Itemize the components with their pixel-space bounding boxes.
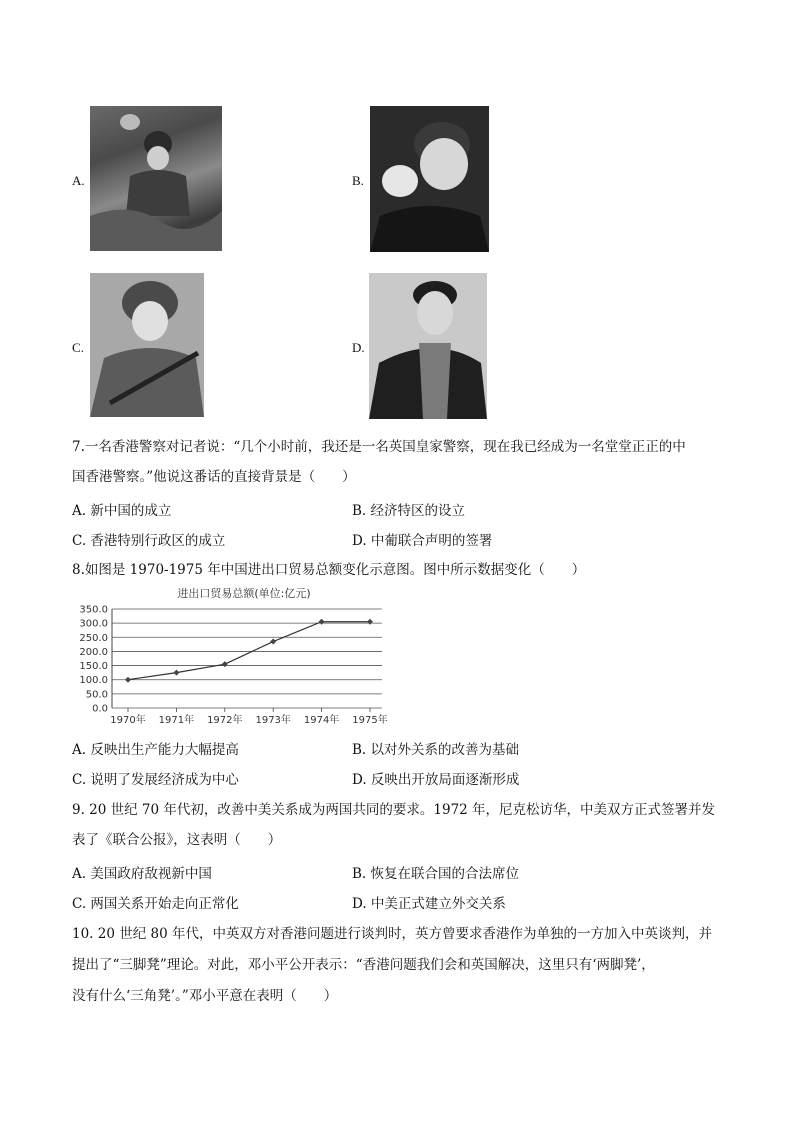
option-b-photo [370, 106, 489, 252]
x-tick-label: 1970年 [110, 715, 146, 726]
option-d-label: D. [352, 340, 365, 355]
data-point [319, 619, 325, 625]
chart-title: 进出口贸易总额(单位:亿元) [177, 587, 311, 600]
man-gesturing-image [370, 106, 489, 252]
option-a-photo [90, 106, 222, 251]
q9-option-b: B. 恢复在联合国的合法席位 [352, 866, 520, 882]
option-a-label: A. [72, 173, 85, 188]
data-point [270, 639, 276, 645]
x-tick-label: 1972年 [207, 715, 243, 726]
data-point [367, 619, 373, 625]
q8-option-d: D. 反映出开放局面逐渐形成 [352, 772, 520, 788]
q9-option-a: A. 美国政府敌视新中国 [72, 866, 212, 882]
q9-option-c: C. 两国关系开始走向正常化 [72, 896, 239, 912]
data-point [125, 677, 131, 683]
q7-option-d: D. 中葡联合声明的签署 [352, 533, 493, 549]
q8-option-c: C. 说明了发展经济成为中心 [72, 772, 239, 788]
option-c-label: C. [72, 340, 84, 355]
y-tick-label: 50.0 [85, 689, 108, 701]
data-point [222, 661, 228, 667]
y-tick-label: 100.0 [79, 675, 108, 687]
series-line [128, 622, 370, 680]
man-sweater-image [369, 273, 487, 419]
q10-stem-line1: 10. 20 世纪 80 年代，中英双方对香港问题进行谈判时，英方曾要求香港作为单独的一方加入中英谈判，并 [72, 926, 712, 942]
q8-stem-line1: 8.如图是 1970-1975 年中国进出口贸易总额变化示意图。图中所示数据变化（ ） [72, 562, 586, 578]
q9-stem-line1: 9. 20 世纪 70 年代初，改善中美关系成为两国共同的要求。1972 年，尼克松访华，中美双方正式签署并发 [72, 802, 716, 818]
q8-option-b: B. 以对外关系的改善为基础 [352, 742, 520, 758]
data-point [173, 670, 179, 676]
q9-option-d: D. 中美正式建立外交关系 [352, 896, 506, 912]
option-b-label: B. [352, 173, 364, 188]
q7-stem-line2: 国香港警察。”他说这番话的直接背景是（ ） [72, 469, 356, 485]
q10-stem-line3: 没有什么‘三角凳’。”邓小平意在表明（ ） [72, 988, 338, 1004]
q7-stem-line1: 7.一名香港警察对记者说：“几个小时前，我还是一名英国皇家警察，现在我已经成为一名堂堂正正的中 [72, 439, 686, 455]
y-tick-label: 0.0 [92, 703, 108, 715]
q10-stem-line2: 提出了“三脚凳”理论。对此，邓小平公开表示：“香港问题我们会和英国解决，这里只有‘两脚凳’， [72, 957, 655, 973]
q7-option-a: A. 新中国的成立 [72, 503, 172, 519]
trade-line-chart [72, 584, 392, 728]
q7-option-c: C. 香港特别行政区的成立 [72, 533, 226, 549]
option-d-photo [369, 273, 487, 419]
x-tick-label: 1971年 [158, 715, 195, 726]
y-tick-label: 150.0 [79, 661, 108, 673]
x-tick-label: 1974年 [303, 715, 340, 726]
option-c-photo [90, 273, 204, 417]
soldier-trench-image [90, 106, 222, 251]
q8-option-a: A. 反映出生产能力大幅提高 [72, 742, 239, 758]
y-tick-label: 350.0 [79, 604, 108, 616]
y-tick-label: 300.0 [79, 618, 108, 630]
soldier-rifle-image [90, 273, 204, 417]
x-tick-label: 1975年 [352, 715, 388, 726]
x-tick-label: 1973年 [255, 715, 291, 726]
q7-option-b: B. 经济特区的设立 [352, 503, 466, 519]
y-tick-label: 250.0 [79, 632, 108, 644]
y-tick-label: 200.0 [79, 646, 108, 658]
q9-stem-line2: 表了《联合公报》，这表明（ ） [72, 832, 282, 848]
trade-chart [72, 584, 392, 728]
